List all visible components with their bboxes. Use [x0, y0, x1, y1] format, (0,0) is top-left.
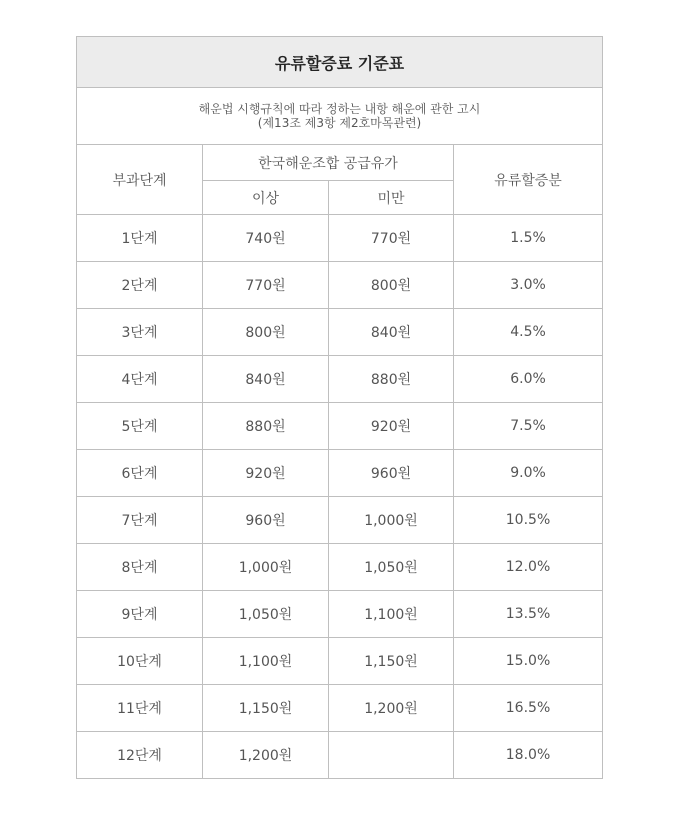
table-row: [77, 544, 603, 591]
max-price-cell: 920원: [329, 403, 454, 450]
min-price-cell: 740원: [203, 215, 329, 262]
max-price-cell: 960원: [329, 450, 454, 497]
header-max: 미만: [329, 181, 454, 215]
max-price-cell: 1,050원: [329, 544, 454, 591]
table-row: [77, 638, 603, 685]
surcharge-cell: 7.5%: [454, 403, 603, 450]
stage-cell: 6단계: [77, 450, 203, 497]
stage-cell: 3단계: [77, 309, 203, 356]
surcharge-cell: 4.5%: [454, 309, 603, 356]
fuel-surcharge-table: [76, 36, 603, 779]
max-price-cell: 1,200원: [329, 685, 454, 732]
surcharge-cell: 1.5%: [454, 215, 603, 262]
table-subtitle: [77, 88, 603, 145]
title-row: [77, 37, 603, 88]
stage-cell: 7단계: [77, 497, 203, 544]
stage-cell: 1단계: [77, 215, 203, 262]
table-row: [77, 685, 603, 732]
max-price-cell: 800원: [329, 262, 454, 309]
table-row: [77, 309, 603, 356]
max-price-cell: 770원: [329, 215, 454, 262]
subtitle-line-1: 해운법 시행규칙에 따라 정하는 내항 해운에 관한 고시: [198, 102, 481, 116]
min-price-cell: 1,100원: [203, 638, 329, 685]
surcharge-cell: 3.0%: [454, 262, 603, 309]
table-row: [77, 403, 603, 450]
min-price-cell: 770원: [203, 262, 329, 309]
header-stage: 부과단계: [77, 145, 203, 215]
table-row: [77, 497, 603, 544]
min-price-cell: 1,150원: [203, 685, 329, 732]
stage-cell: 11단계: [77, 685, 203, 732]
min-price-cell: 800원: [203, 309, 329, 356]
stage-cell: 9단계: [77, 591, 203, 638]
table-row: [77, 262, 603, 309]
header-min: 이상: [203, 181, 329, 215]
subtitle-row: [77, 88, 603, 145]
surcharge-cell: 10.5%: [454, 497, 603, 544]
max-price-cell: 1,150원: [329, 638, 454, 685]
min-price-cell: 840원: [203, 356, 329, 403]
subtitle-line-2: (제13조 제3항 제2호마목관련): [257, 116, 422, 130]
table-row: [77, 356, 603, 403]
header-surcharge: 유류할증분: [454, 145, 603, 215]
table-body: [77, 37, 603, 779]
min-price-cell: 880원: [203, 403, 329, 450]
table-row: [77, 450, 603, 497]
max-price-cell: 840원: [329, 309, 454, 356]
surcharge-cell: 18.0%: [454, 732, 603, 779]
min-price-cell: 960원: [203, 497, 329, 544]
surcharge-cell: 6.0%: [454, 356, 603, 403]
stage-cell: 2단계: [77, 262, 203, 309]
stage-cell: 5단계: [77, 403, 203, 450]
table-row: [77, 215, 603, 262]
min-price-cell: 920원: [203, 450, 329, 497]
stage-cell: 8단계: [77, 544, 203, 591]
surcharge-cell: 13.5%: [454, 591, 603, 638]
table-row: [77, 732, 603, 779]
min-price-cell: 1,000원: [203, 544, 329, 591]
header-price-group: 한국해운조합 공급유가: [203, 145, 454, 181]
table-row: [77, 591, 603, 638]
max-price-cell: 880원: [329, 356, 454, 403]
max-price-cell: [329, 732, 454, 779]
surcharge-cell: 9.0%: [454, 450, 603, 497]
surcharge-cell: 12.0%: [454, 544, 603, 591]
table-title: 유류할증료 기준표: [77, 37, 603, 88]
stage-cell: 10단계: [77, 638, 203, 685]
min-price-cell: 1,050원: [203, 591, 329, 638]
stage-cell: 4단계: [77, 356, 203, 403]
stage-cell: 12단계: [77, 732, 203, 779]
surcharge-cell: 16.5%: [454, 685, 603, 732]
min-price-cell: 1,200원: [203, 732, 329, 779]
header-row-top: [77, 145, 603, 181]
max-price-cell: 1,100원: [329, 591, 454, 638]
surcharge-table-container: [76, 36, 602, 779]
surcharge-cell: 15.0%: [454, 638, 603, 685]
max-price-cell: 1,000원: [329, 497, 454, 544]
